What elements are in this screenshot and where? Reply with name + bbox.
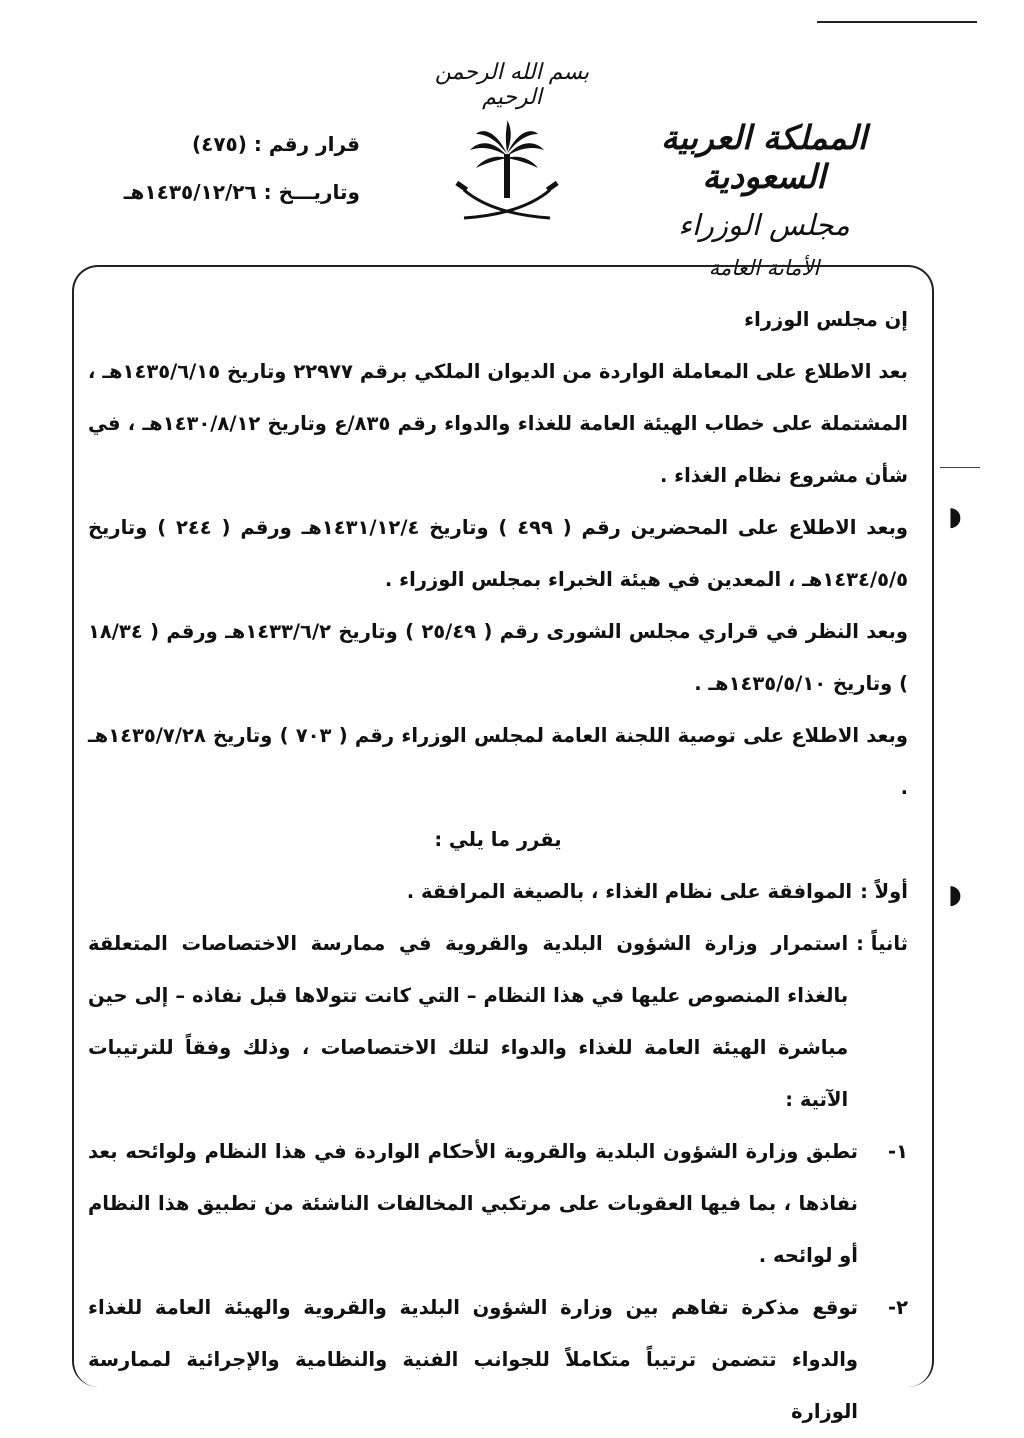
margin-mark-2: ◗ bbox=[948, 880, 962, 910]
paragraph-4: وبعد الاطلاع على توصية اللجنة العامة لمجلس الوزراء رقم ( ٧٠٣ ) وتاريخ ١٤٣٥/٧/٢٨هـ . bbox=[88, 724, 908, 799]
decision-date: وتاريـــخ : ١٤٣٥/١٢/٢٦هـ bbox=[123, 180, 360, 204]
clause-first-label: أولاً : bbox=[860, 880, 908, 903]
margin-rule bbox=[940, 467, 980, 468]
paragraph-3: وبعد النظر في قراري مجلس الشورى رقم ( ٢٥/٤٩ ) وتاريخ ١٤٣٣/٦/٢هـ ورقم ( ١٨/٣٤ ) وتاريخ ١٤٣٥/٥/١٠هـ . bbox=[88, 620, 908, 695]
decision-meta bbox=[90, 132, 360, 228]
secretariat-title: الأمانة العامة bbox=[708, 256, 820, 280]
opening-line: إن مجلس الوزراء bbox=[744, 308, 908, 331]
top-rule bbox=[817, 21, 977, 23]
paragraph-1: بعد الاطلاع على المعاملة الواردة من الديوان الملكي برقم ٢٢٩٧٧ وتاريخ ١٤٣٥/٦/١٥هـ ، المشتملة على خطاب الهيئة العامة للغذاء والدواء رقم ٨٣٥/ع وتاريخ ١٤٣٠/٨/١٢هـ ، في شأن مشروع نظام الغذاء . bbox=[88, 360, 908, 487]
list-item-number: ١- bbox=[888, 1140, 908, 1163]
clause-first-text: الموافقة على نظام الغذاء ، بالصيغة المرافقة . bbox=[406, 880, 853, 903]
letterhead bbox=[604, 118, 924, 280]
clause-second-label: ثانياً : bbox=[856, 932, 908, 955]
list-item bbox=[88, 1282, 908, 1438]
list-item-text: تطبق وزارة الشؤون البلدية والقروية الأحكام الواردة في هذا النظام ولوائحه بعد نفاذها ، بما فيها العقوبات على مرتكبي المخالفات الناشئة من تطبيق هذا النظام أو لوائحه . bbox=[88, 1140, 858, 1267]
council-title: مجلس الوزراء bbox=[678, 208, 850, 242]
saudi-emblem-icon bbox=[452, 118, 562, 228]
decision-number: قرار رقم : (٤٧٥) bbox=[192, 132, 360, 156]
decision-body bbox=[88, 294, 908, 1438]
list-item bbox=[88, 1126, 908, 1282]
basmala: بسم الله الرحمن الرحيم bbox=[434, 60, 590, 110]
clause-first bbox=[88, 866, 908, 918]
paragraph-2: وبعد الاطلاع على المحضرين رقم ( ٤٩٩ ) وتاريخ ١٤٣١/١٢/٤هـ ورقم ( ٢٤٤ ) وتاريخ ١٤٣٤/٥/٥هـ ، المعدين في هيئة الخبراء بمجلس الوزراء . bbox=[88, 516, 909, 591]
resolves-heading: يقرر ما يلي : bbox=[434, 828, 562, 851]
list-item-text: توقع مذكرة تفاهم بين وزارة الشؤون البلدية والقروية والهيئة العامة للغذاء والدواء تتضمن ترتيباً متكاملاً للجوانب الفنية والنظامية والإجرائية لممارسة الوزارة bbox=[88, 1296, 858, 1423]
clause-second bbox=[88, 918, 908, 1126]
clause-second-text: استمرار وزارة الشؤون البلدية والقروية في ممارسة الاختصاصات المتعلقة بالغذاء المنصوص عليها في هذا النظام – التي كانت تتولاها قبل نفاذه – إلى حين مباشرة الهيئة العامة للغذاء والدواء لتلك الاختصاصات ، وذلك وفقاً للترتيبات الآتية : bbox=[88, 932, 849, 1111]
kingdom-title: المملكة العربية السعودية bbox=[661, 118, 867, 196]
margin-mark-1: ◗ bbox=[948, 502, 962, 532]
list-item-number: ٢- bbox=[888, 1296, 908, 1319]
